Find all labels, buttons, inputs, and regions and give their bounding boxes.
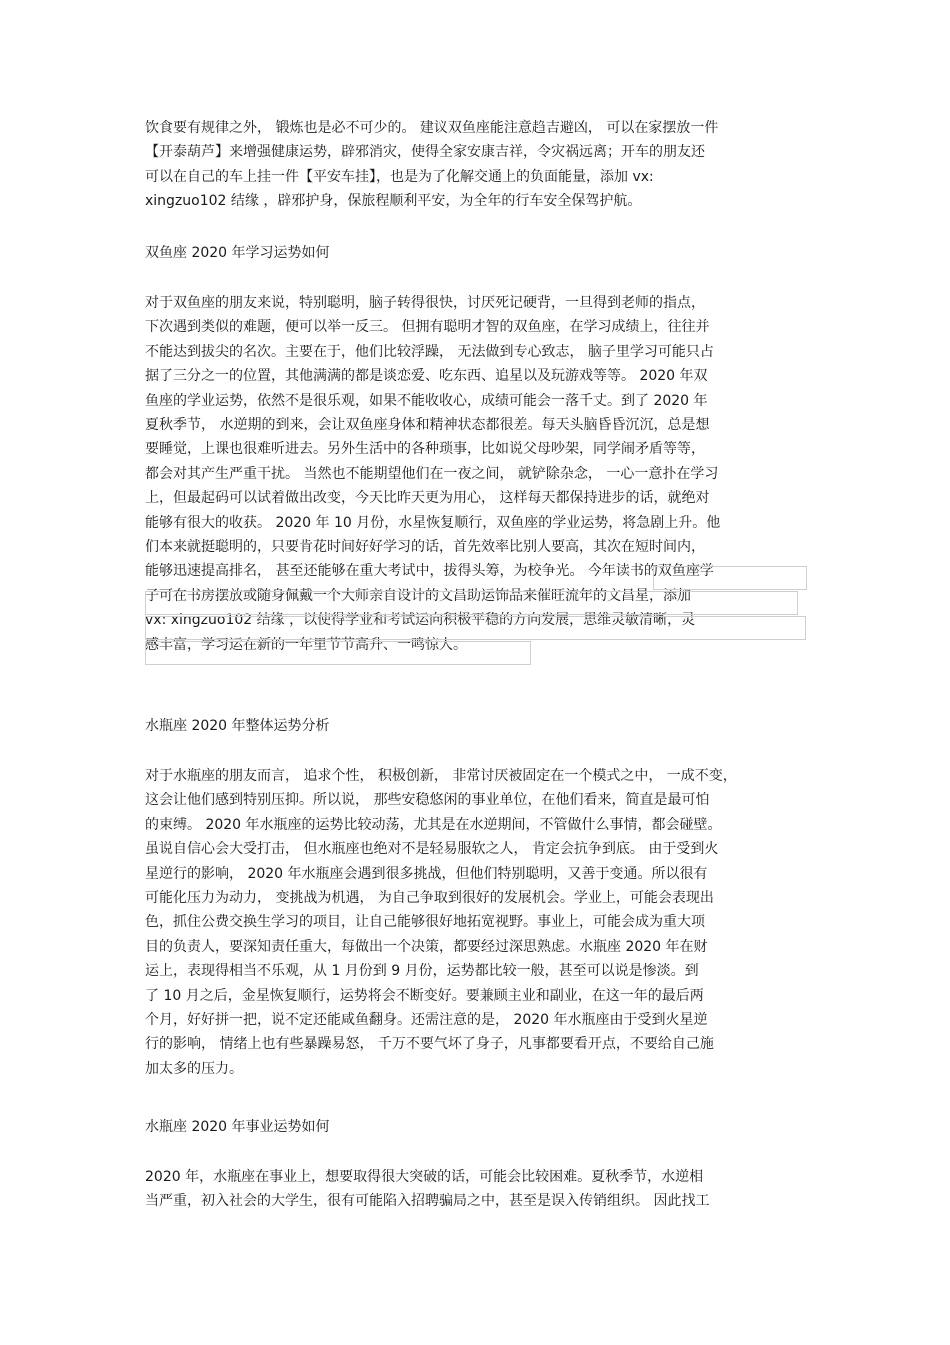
text-line: 们本来就挺聪明的，只要肯花时间好好学习的话，首先效率比别人要高，其次在短时间内， [145, 539, 705, 556]
section-heading-aquarius-overall: 水瓶座 2020 年整体运势分析 [145, 718, 330, 734]
text-line: 能够迅速提高排名， 甚至还能够在重大考试中，拔得头筹，为校争光。 今年读书的双鱼座学 [145, 563, 714, 580]
text-line: 加太多的压力。 [145, 1060, 243, 1077]
text-line: 据了三分之一的位置，其他满满的都是谈恋爱、吃东西、追星以及玩游戏等等。 2020 年双 [145, 368, 708, 385]
text-line: 行的影响， 情绪上也有些暴躁易怒， 千万不要气坏了身子，凡事都要看开点，不要给自己施 [145, 1036, 714, 1053]
text-line: 对于双鱼座的朋友来说，特别聪明，脑子转得很快，讨厌死记硬背，一旦得到老师的指点， [145, 295, 705, 311]
text-line: 可以在自己的车上挂一件【平安车挂】，也是为了化解交通上的负面能量，添加 vx: [145, 168, 654, 185]
text-line: 当严重，初入社会的大学生，很有可能陷入招聘骗局之中，甚至是误入传销组织。 因此找工 [145, 1193, 710, 1210]
text-line: 目的负责人，要深知责任重大，每做出一个决策，都要经过深思熟虑。水瓶座 2020 年在财 [145, 938, 708, 955]
text-line: 上，但最起码可以试着做出改变，今天比昨天更为用心， 这样每天都保持进步的话，就绝对 [145, 490, 710, 507]
text-line: 色，抓住公费交换生学习的项目，让自己能够很好地拓宽视野。事业上，可能会成为重大项 [145, 914, 705, 931]
text-line: 可能化压力为动力， 变挑战为机遇， 为自己争取到很好的发展机会。学业上，可能会表现出 [145, 890, 714, 907]
text-line: 个月，好好拼一把，说不定还能咸鱼翻身。还需注意的是， 2020 年水瓶座由于受到火星逆 [145, 1012, 708, 1029]
text-line: 星逆行的影响， 2020 年水瓶座会遇到很多挑战，但他们特别聪明，又善于变通。所以很有 [145, 865, 708, 882]
section-heading-pisces-study: 双鱼座 2020 年学习运势如何 [145, 245, 330, 261]
paragraph-pisces-study [145, 291, 810, 657]
text-line: 子可在书房摆放或随身佩戴一个大师亲自设计的文昌助运饰品来催旺流年的文昌星，添加 [145, 587, 691, 604]
paragraph-aquarius-career [145, 1165, 810, 1214]
text-line: 【开泰葫芦】来增强健康运势，辟邪消灾，使得全家安康吉祥，令灾祸远离；开车的朋友还 [145, 144, 705, 161]
text-line: 下次遇到类似的难题，便可以举一反三。 但拥有聪明才智的双鱼座，在学习成绩上，往往并 [145, 319, 710, 336]
text-line: 夏秋季节， 水逆期的到来，会让双鱼座身体和精神状态都很差。每天头脑昏昏沉沉，总是想 [145, 417, 710, 434]
text-line: 了 10 月之后，金星恢复顺行，运势将会不断变好。要兼顾主业和副业，在这一年的最后两 [145, 987, 704, 1004]
text-line: vx: xingzuo102 结缘 ，以使得学业和考试运向积极平稳的方向发展，思维灵敏清晰，灵 [145, 612, 696, 629]
paragraph-pisces-health [145, 116, 810, 214]
text-line: 都会对其产生严重干扰。 当然也不能期望他们在一夜之间， 就铲除杂念， 一心一意扑在学习 [145, 465, 719, 482]
section-heading-aquarius-career: 水瓶座 2020 年事业运势如何 [145, 1119, 330, 1135]
text-line: xingzuo102 结缘 ，辟邪护身，保旅程顺利平安，为全年的行车安全保驾护航。 [145, 193, 642, 210]
text-line: 这会让他们感到特别压抑。所以说， 那些安稳悠闲的事业单位，在他们看来，简直是最可怕 [145, 792, 710, 809]
text-line: 运上，表现得相当不乐观，从 1 月份到 9 月份，运势都比较一般，甚至可以说是惨淡。到 [145, 963, 699, 980]
text-line: 能够有很大的收获。 2020 年 10 月份，水星恢复顺行，双鱼座的学业运势，将急剧上升。他 [145, 514, 721, 531]
text-line: 虽说自信心会大受打击， 但水瓶座也绝对不是轻易服软之人， 肯定会抗争到底。 由于受到火 [145, 841, 719, 858]
text-line: 感丰富，学习运在新的一年里节节高升、一鸣惊人。 [145, 636, 467, 653]
text-line: 要睡觉，上课也很难听进去。另外生活中的各种琐事，比如说父母吵架，同学闹矛盾等等， [145, 441, 705, 458]
text-line: 对于水瓶座的朋友而言， 追求个性， 积极创新， 非常讨厌被固定在一个模式之中， 一成不变， [145, 768, 737, 784]
text-line: 饮食要有规律之外， 锻炼也是必不可少的。 建议双鱼座能注意趋吉避凶， 可以在家摆放一件 [145, 120, 719, 136]
text-line: 鱼座的学业运势，依然不是很乐观，如果不能收收心，成绩可能会一落千丈。到了 2020 年 [145, 392, 708, 409]
text-line: 2020 年，水瓶座在事业上，想要取得很大突破的话，可能会比较困难。夏秋季节，水逆相 [145, 1169, 704, 1185]
text-line: 不能达到拔尖的名次。主要在于，他们比较浮躁， 无法做到专心致志， 脑子里学习可能只占 [145, 343, 714, 360]
text-line: 的束缚。 2020 年水瓶座的运势比较动荡，尤其是在水逆期间，不管做什么事情，都会碰壁。 [145, 816, 722, 833]
paragraph-aquarius-overall [145, 764, 810, 1081]
